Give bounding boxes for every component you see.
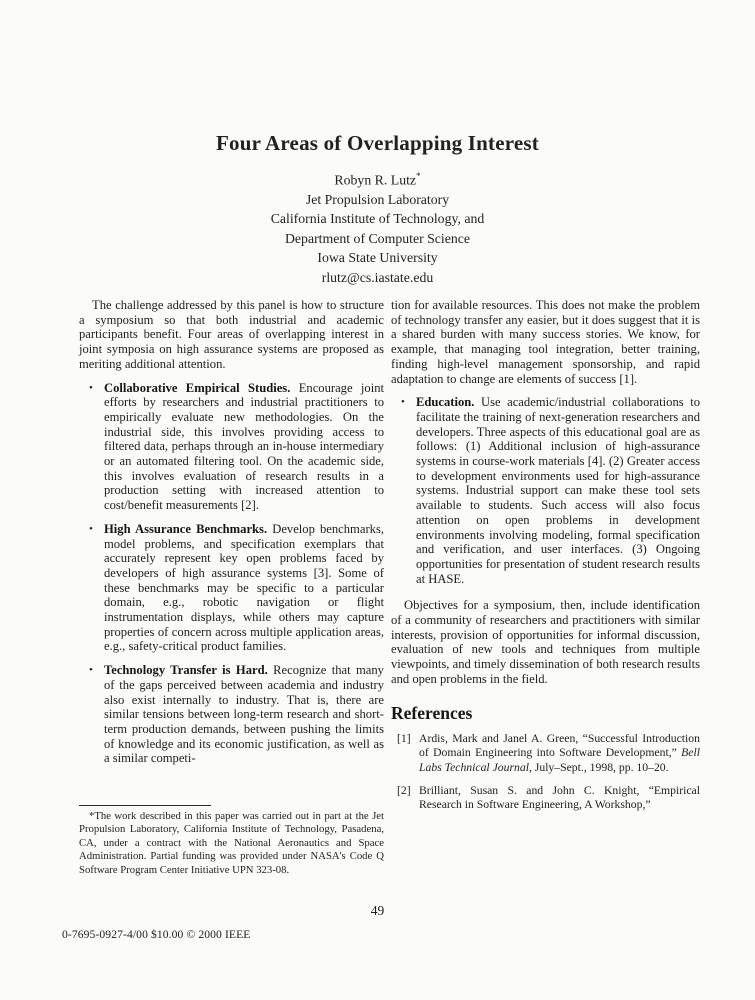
bullet-text: Recognize that many of the gaps perceived between academia and industry also exist internally to industry. That is, there are similar tensions between long-term research and short-term production demands, between pushing the limits of knowledge and its economic justification, as well as a similar competi- <box>104 663 384 766</box>
author-affiliation-1: Jet Propulsion Laboratory <box>305 192 450 207</box>
left-column <box>79 298 384 775</box>
author-name <box>0 167 755 190</box>
author-name-text: Robyn R. Lutz <box>334 172 417 188</box>
reference-body <box>419 784 700 812</box>
list-item <box>89 381 384 513</box>
bullet-text: Develop benchmarks, model problems, and specification exemplars that accurately represent key open problems faced by developers of high assurance systems [3]. Some of these benchmarks may be specific to a particular domain, e.g., robotic navigation or flight instrumentation displays, while others may capture properties of concern across multiple application areas, e.g., safety-critical product families. <box>104 521 384 654</box>
list-item <box>89 663 384 766</box>
bullet-education <box>416 395 700 586</box>
reference-journal: Bell Labs Technical Journal <box>419 746 700 774</box>
reference-text: , July–Sept., 1998, pp. 10–20. <box>528 760 669 774</box>
page-number: 49 <box>370 903 385 918</box>
closing-paragraph: Objectives for a symposium, then, include identification of a community of researchers and practitioners with similar interests, provision of opportunities for informal discussion, evaluation of new tools and techniques from multiple viewpoints, and timely dissemination of both research results and open problems in the field. <box>391 598 700 686</box>
author-affiliation-4: Iowa State University <box>317 250 438 266</box>
right-bullet-list <box>391 395 700 586</box>
left-bullet-list <box>79 381 384 767</box>
reference-text: Ardis, Mark and Janel A. Green, “Successful Introduction of Domain Engineering into Software Development,” <box>419 732 700 760</box>
reference-text: Brilliant, Susan S. and John C. Knight, “Empirical Research in Software Engineering, A Workshop,” <box>419 783 700 812</box>
bullet-icon: • <box>89 664 93 677</box>
bullet-icon: • <box>89 381 93 394</box>
list-item <box>89 522 384 654</box>
bullet-high-assurance-benchmarks <box>104 522 384 654</box>
continuation-paragraph: tion for available resources. This does not make the problem of technology transfer any easier, but it does suggest that it is a shared burden with many success stories. We know, for example, that managing tool integration, better training, finding high-level management sponsorship, and rapid adaptation to change are elements of success [1]. <box>391 298 700 386</box>
footnote <box>79 805 384 877</box>
bullet-collaborative-empirical-studies <box>104 381 384 513</box>
author-affiliation-3: Department of Computer Science <box>284 230 471 246</box>
bullet-icon: • <box>89 522 93 535</box>
reference-body <box>419 732 700 775</box>
reference-label: [2] <box>397 783 411 797</box>
list-item <box>401 395 700 586</box>
page-title: Four Areas of Overlapping Interest <box>216 131 539 155</box>
bullet-term: Collaborative Empirical Studies. <box>104 380 291 395</box>
intro-paragraph: The challenge addressed by this panel is how to structure a symposium so that both industrial and academic participants benefit. Four areas of overlapping interest in joint symposia on high assurance systems are proposed as meriting additional attention. <box>79 298 384 371</box>
author-affiliation-2: California Institute of Technology, and <box>270 211 485 227</box>
copyright-line: 0-7695-0927-4/00 $10.00 © 2000 IEEE <box>62 928 251 941</box>
author-email: rlutz@cs.iastate.edu <box>321 269 434 285</box>
bullet-term: Education. <box>416 395 475 410</box>
footnote-text: *The work described in this paper was carried out in part at the Jet Propulsion Laboratory, California Institute of Technology, Pasadena, CA, under a contract with the National Aeronautics and Space Administration. Partial funding was provided under NASA's Code Q Software Program Center Initiative UPN 323-08. <box>79 810 384 876</box>
reference-2 <box>397 784 700 812</box>
footnote-rule <box>79 805 211 806</box>
bullet-icon: • <box>401 396 405 409</box>
reference-1 <box>397 732 700 775</box>
bullet-technology-transfer <box>104 663 384 766</box>
bullet-text: Use academic/industrial collaborations to facilitate the training of next-generation researchers and developers. Three aspects of this educational goal are as follows: (1) Additional inclusion of high-assurance systems in course-work materials [4]. (2) Greater access to development environments used for high-assurance systems. Industrial support can make these tool sets available to students. Such access will also focus attention on open problems in development environments involving modeling, formal specification and verification, and user interfaces. (3) Ongoing opportunities for presentation of student research results at HASE. <box>416 395 700 586</box>
reference-label: [1] <box>397 732 411 746</box>
author-footnote-marker: * <box>416 171 421 181</box>
right-column <box>391 298 700 821</box>
references-heading: References <box>391 702 473 723</box>
bullet-text: Encourage joint efforts by researchers and industrial practitioners to empirically evaluate new methodologies. On the industrial side, this involves providing access to filtered data, perhaps through an in-house intermediary or an automated filtering tool. On the academic side, this involves evaluation of research results in a production setting with increased attention to cost/benefit measurements [2]. <box>104 380 385 513</box>
bullet-term: High Assurance Benchmarks. <box>104 521 268 536</box>
bullet-term: Technology Transfer is Hard. <box>104 663 268 678</box>
author-block <box>0 167 755 287</box>
